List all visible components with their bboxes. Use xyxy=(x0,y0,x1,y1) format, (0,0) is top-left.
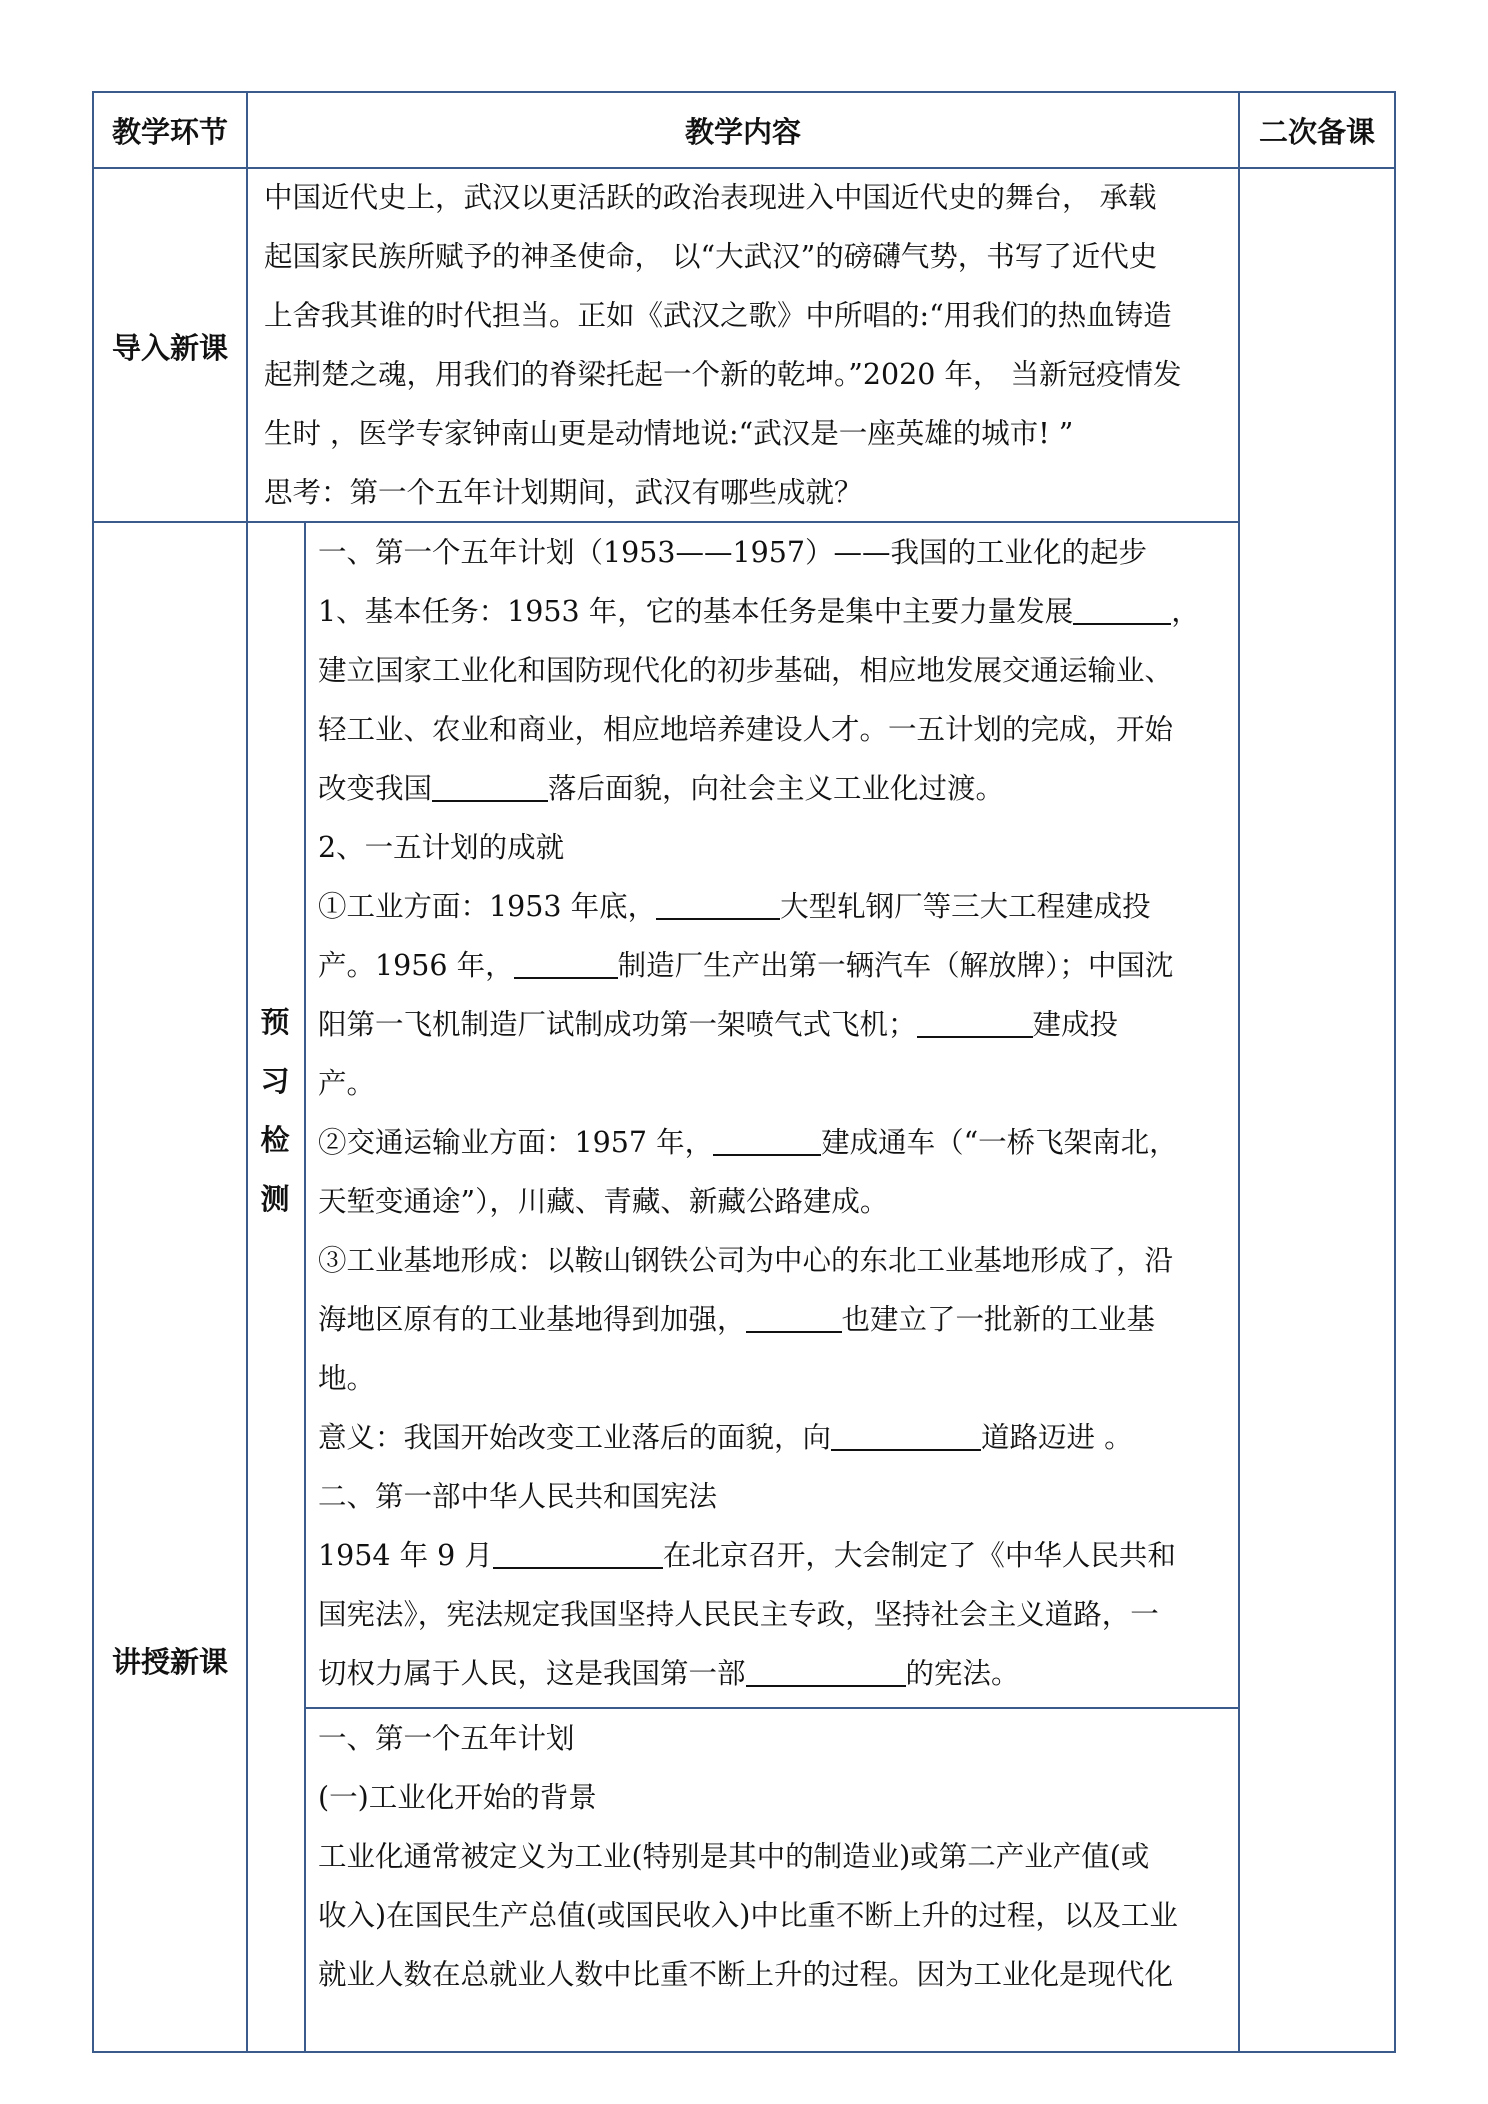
header-col-section: 教学环节 xyxy=(111,114,228,149)
preview-label-char: 习 xyxy=(260,1064,290,1098)
fill-blank[interactable] xyxy=(746,1655,906,1687)
preview-line-5: 改变我国 落后面貌，向社会主义工业化过渡。 xyxy=(318,772,1005,805)
fill-blank[interactable] xyxy=(656,888,780,920)
fill-blank[interactable] xyxy=(1073,593,1171,625)
fill-blank[interactable] xyxy=(917,1006,1033,1038)
lesson-label: 讲授新课 xyxy=(111,1645,228,1679)
preview-line-14: 海地区原有的工业基地得到加强， 也建立了一批新的工业基 xyxy=(318,1303,1156,1336)
preview-line-6: 2、一五计划的成就 xyxy=(318,831,565,864)
preview-line-18: 1954 年 9 月 在北京召开，大会制定了《中华人民共和 xyxy=(318,1539,1176,1572)
fill-blank[interactable] xyxy=(493,1537,663,1569)
preview-line-1: 一、第一个五年计划（1953——1957）——我国的工业化的起步 xyxy=(318,536,1148,569)
fill-blank[interactable] xyxy=(432,770,548,802)
table-border-left xyxy=(92,91,94,2053)
teaching-line-3: 工业化通常被定义为工业(特别是其中的制造业)或第二产业产值(或 xyxy=(318,1840,1150,1873)
preview-line-8: 产。1956 年， 制造厂生产出第一辆汽车（解放牌）；中国沈 xyxy=(318,949,1174,982)
fill-blank[interactable] xyxy=(746,1301,842,1333)
col1-right-line xyxy=(246,91,248,2053)
intro-line-3: 上舍我其谁的时代担当。正如《武汉之歌》中所唱的:“用我们的热血铸造 xyxy=(264,299,1172,332)
fill-blank[interactable] xyxy=(713,1124,821,1156)
intro-line-5: 生时 ，医学专家钟南山更是动情地说:“武汉是一座英雄的城市! ” xyxy=(264,417,1074,450)
table-border-right xyxy=(1394,91,1396,2053)
header-col-content: 教学内容 xyxy=(684,114,801,149)
preview-line-2: 1、基本任务：1953 年，它的基本任务是集中主要力量发展 ， xyxy=(318,595,1200,628)
preview-label xyxy=(255,993,295,1229)
preview-line-7: ①工业方面：1953 年底， 大型轧钢厂等三大工程建成投 xyxy=(318,890,1151,923)
teaching-line-2: (一)工业化开始的背景 xyxy=(318,1781,597,1814)
preview-label-char: 测 xyxy=(260,1182,290,1216)
preview-line-10: 产。 xyxy=(318,1067,376,1100)
sub-col-right-line xyxy=(304,521,306,2053)
preview-line-11: ②交通运输业方面：1957 年， 建成通车（“一桥飞架南北， xyxy=(318,1126,1178,1159)
teaching-line-1: 一、第一个五年计划 xyxy=(318,1722,575,1755)
preview-label-char: 预 xyxy=(260,1005,290,1039)
preview-line-19: 国宪法》，宪法规定我国坚持人民民主专政，坚持社会主义道路，一 xyxy=(318,1598,1159,1631)
intro-line-2: 起国家民族所赋予的神圣使命， 以“大武汉”的磅礴气势，书写了近代史 xyxy=(264,240,1158,273)
preview-line-13: ③工业基地形成：以鞍山钢铁公司为中心的东北工业基地形成了，沿 xyxy=(318,1244,1174,1277)
header-col-second-prep: 二次备课 xyxy=(1258,114,1375,149)
fill-blank[interactable] xyxy=(514,947,618,979)
preview-label-char: 检 xyxy=(260,1123,290,1157)
preview-line-16: 意义：我国开始改变工业落后的面貌，向 道路迈进 。 xyxy=(318,1421,1133,1454)
preview-line-12: 天堑变通途”），川藏、青藏、新藏公路建成。 xyxy=(318,1185,889,1218)
preview-line-4: 轻工业、农业和商业，相应地培养建设人才。一五计划的完成，开始 xyxy=(318,713,1174,746)
preview-line-15: 地。 xyxy=(318,1362,376,1395)
preview-line-20: 切权力属于人民，这是我国第一部 的宪法。 xyxy=(318,1657,1020,1690)
teaching-line-4: 收入)在国民生产总值(或国民收入)中比重不断上升的过程，以及工业 xyxy=(318,1899,1178,1932)
intro-line-6: 思考：第一个五年计划期间，武汉有哪些成就？ xyxy=(264,476,863,509)
fill-blank[interactable] xyxy=(831,1419,981,1451)
table-border-bottom xyxy=(92,2051,1396,2053)
preview-line-3: 建立国家工业化和国防现代化的初步基础，相应地发展交通运输业、 xyxy=(318,654,1174,687)
preview-line-17: 二、第一部中华人民共和国宪法 xyxy=(318,1480,718,1513)
intro-line-1: 中国近代史上，武汉以更活跃的政治表现进入中国近代史的舞台， 承载 xyxy=(264,181,1157,214)
intro-label: 导入新课 xyxy=(111,331,228,365)
teaching-line-5: 就业人数在总就业人数中比重不断上升的过程。因为工业化是现代化 xyxy=(318,1958,1174,1991)
preview-line-9: 阳第一飞机制造厂试制成功第一架喷气式飞机； 建成投 xyxy=(318,1008,1119,1041)
intro-line-4: 起荆楚之魂，用我们的脊梁托起一个新的乾坤。”2020 年， 当新冠疫情发 xyxy=(264,358,1182,391)
col2-right-line xyxy=(1238,91,1240,2053)
